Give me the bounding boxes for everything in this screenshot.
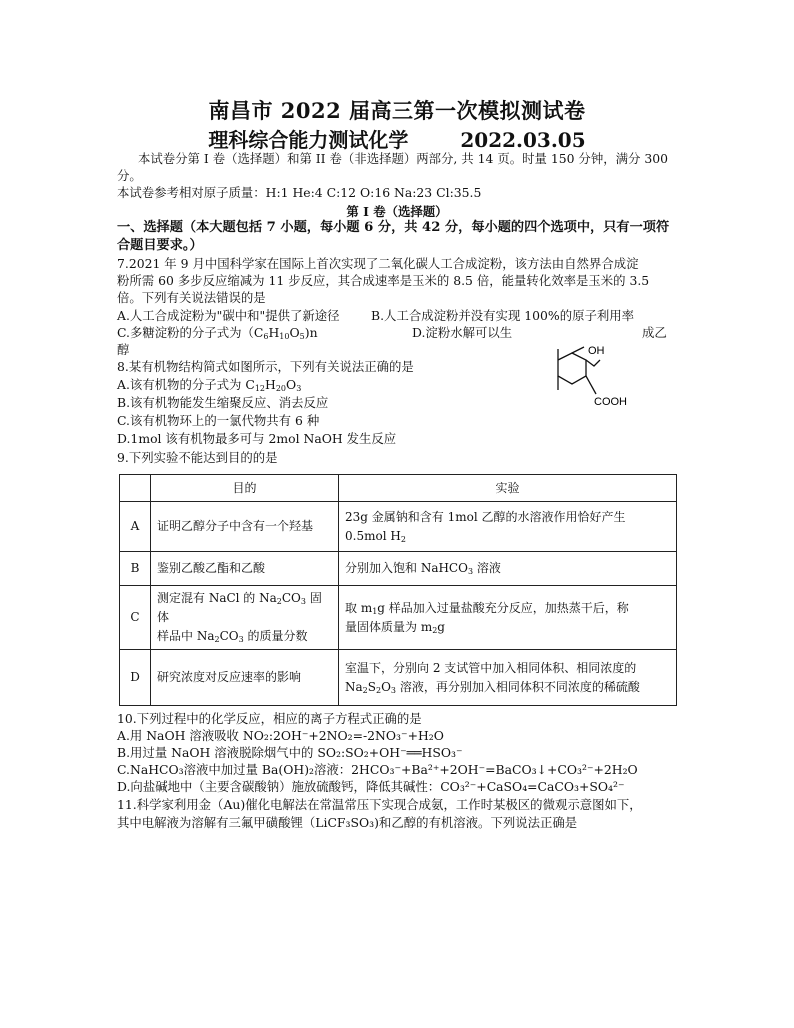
table-row <box>120 502 677 552</box>
exam-title: 南昌市 2022 届高三第一次模拟测试卷 <box>208 98 586 123</box>
section1-line-2: 合题目要求。） <box>117 238 203 253</box>
table-row <box>120 586 677 650</box>
row-goal: 测定混有 NaCl 的 $Na_2CO_3$ 固体 样品中 $Na_2CO_3$ 的质量分数 <box>151 586 339 650</box>
q7-option-b: B.人工合成淀粉并没有实现 100%的原子利用率 <box>371 308 635 323</box>
row-goal: 证明乙醇分子中含有一个羟基 <box>151 502 339 552</box>
subject-label: 理科综合能力测试化学 <box>208 128 409 152</box>
row-experiment: 取 $m_1g$ 样品加入过量盐酸充分反应，加热蒸干后，称 量固体质量为 $m_2g$ <box>339 586 677 650</box>
part1-heading: 第 I 卷（选择题） <box>346 204 448 219</box>
table-row <box>120 650 677 706</box>
row-key: C <box>120 586 151 650</box>
cooh-bond <box>586 376 596 394</box>
exam-subtitle <box>0 124 794 153</box>
q7-option-c: C.多糖淀粉的分子式为$(C_6H_{10}O_5)n$ <box>117 325 318 341</box>
table-row <box>120 552 677 586</box>
exam-date: 2022.03.05 <box>460 128 586 152</box>
q8-option-c: C.该有机物环上的一氯代物共有 6 种 <box>117 413 320 428</box>
row-key: A <box>120 502 151 552</box>
q8-option-a: A.该有机物的分子式为 $C_{12}H_{20}O_3$ <box>117 377 302 393</box>
intro-line-3: 本试卷参考相对原子质量：H:1 He:4 C:12 O:16 Na:23 Cl:35.5 <box>117 185 482 200</box>
q10-stem: 10.下列过程中的化学反应，相应的离子方程式正确的是 <box>117 711 422 726</box>
q7-stem-3: 倍。下列有关说法错误的是 <box>117 290 266 305</box>
row-key: B <box>120 552 151 586</box>
q10-option-d: D.向盐碱地中（主要含碳酸钠）施放硫酸钙，降低其碱性：CO₃²⁻+CaSO₄=CaCO₃+SO₄²⁻ <box>117 779 625 794</box>
q7-option-d-wrap: 醇 <box>117 342 130 357</box>
row-experiment: 分别加入饱和 NaHCO$_3$ 溶液 <box>339 552 677 586</box>
q8-option-d: D.1mol 该有机物最多可与 2mol NaOH 发生反应 <box>117 431 397 446</box>
q10-option-b: B.用过量 NaOH 溶液脱除烟气中的 SO₂:SO₂+OH⁻══HSO₃⁻ <box>117 745 463 760</box>
q8-option-b: B.该有机物能发生缩聚反应、消去反应 <box>117 395 329 410</box>
header-experiment: 实验 <box>339 475 677 502</box>
q11-stem-1: 11.科学家利用金（Au)催化电解法在常温常压下实现合成氨，工作时某极区的微观示意图如下， <box>117 797 642 812</box>
header-goal: 目的 <box>151 475 339 502</box>
cooh-label: COOH <box>594 396 627 408</box>
q7-option-d-tail: 成乙 <box>642 325 667 340</box>
ring-bonds <box>558 353 586 384</box>
oh-label: OH <box>588 346 605 357</box>
q7-stem-2: 粉所需 60 多步反应缩减为 11 步反应，其合成速率是玉米的 8.5 倍，能量转化效率是玉米的 3.5 <box>117 273 650 288</box>
q11-stem-2: 其中电解液为溶解有三氟甲磺酸锂（LiCF₃SO₃)和乙醇的有机溶液。下列说法正确是 <box>117 815 578 830</box>
intro-line-1: 本试卷分第 I 卷（选择题）和第 II 卷（非选择题）两部分, 共 14 页。时量 150 分钟，满分 300 <box>138 151 668 166</box>
row-key: D <box>120 650 151 706</box>
q7-stem-1: 7.2021 年 9 月中国科学家在国际上首次实现了二氧化碳人工合成淀粉，该方法由自然界合成淀 <box>117 256 639 271</box>
q10-option-c: C.NaHCO₃溶液中加过量 Ba(OH)₂溶液：2HCO₃⁻+Ba²⁺+2OH⁻=BaCO₃↓+CO₃²⁻+2H₂O <box>117 762 638 777</box>
header-key <box>120 475 151 502</box>
section1-line-1: 一、选择题（本大题包括 7 小题，每小题 6 分，共 42 分，每小题的四个选项中，只有一项符 <box>117 220 670 235</box>
ethyl-chain <box>586 360 600 366</box>
row-experiment: 23g 金属钠和含有 1mol 乙醇的水溶液作用恰好产生 0.5mol $H_2$ <box>339 502 677 552</box>
row-goal: 鉴别乙酸乙酯和乙酸 <box>151 552 339 586</box>
row-experiment: 室温下，分别向 2 支试管中加入相同体积、相同浓度的 $Na_2S_2O_3$ 溶液，再分别加入相同体积不同浓度的稀硫酸 <box>339 650 677 706</box>
q7-option-d: D.淀粉水解可以生 <box>412 325 513 340</box>
q8-stem: 8.某有机物结构简式如图所示，下列有关说法正确的是 <box>117 359 414 374</box>
q8-structure-diagram <box>540 346 630 408</box>
intro-line-2: 分。 <box>117 168 142 183</box>
table-header-row <box>120 475 677 502</box>
row-goal: 研究浓度对反应速率的影响 <box>151 650 339 706</box>
q9-table <box>119 474 677 706</box>
oh-bond <box>572 347 584 353</box>
q7-option-a: A.人工合成淀粉为"碳中和"提供了新途径 <box>117 308 340 323</box>
q10-option-a: A.用 NaOH 溶液吸收 NO₂:2OH⁻+2NO₂=-2NO₃⁻+H₂O <box>117 728 444 743</box>
q9-stem: 9.下列实验不能达到目的的是 <box>117 450 278 465</box>
